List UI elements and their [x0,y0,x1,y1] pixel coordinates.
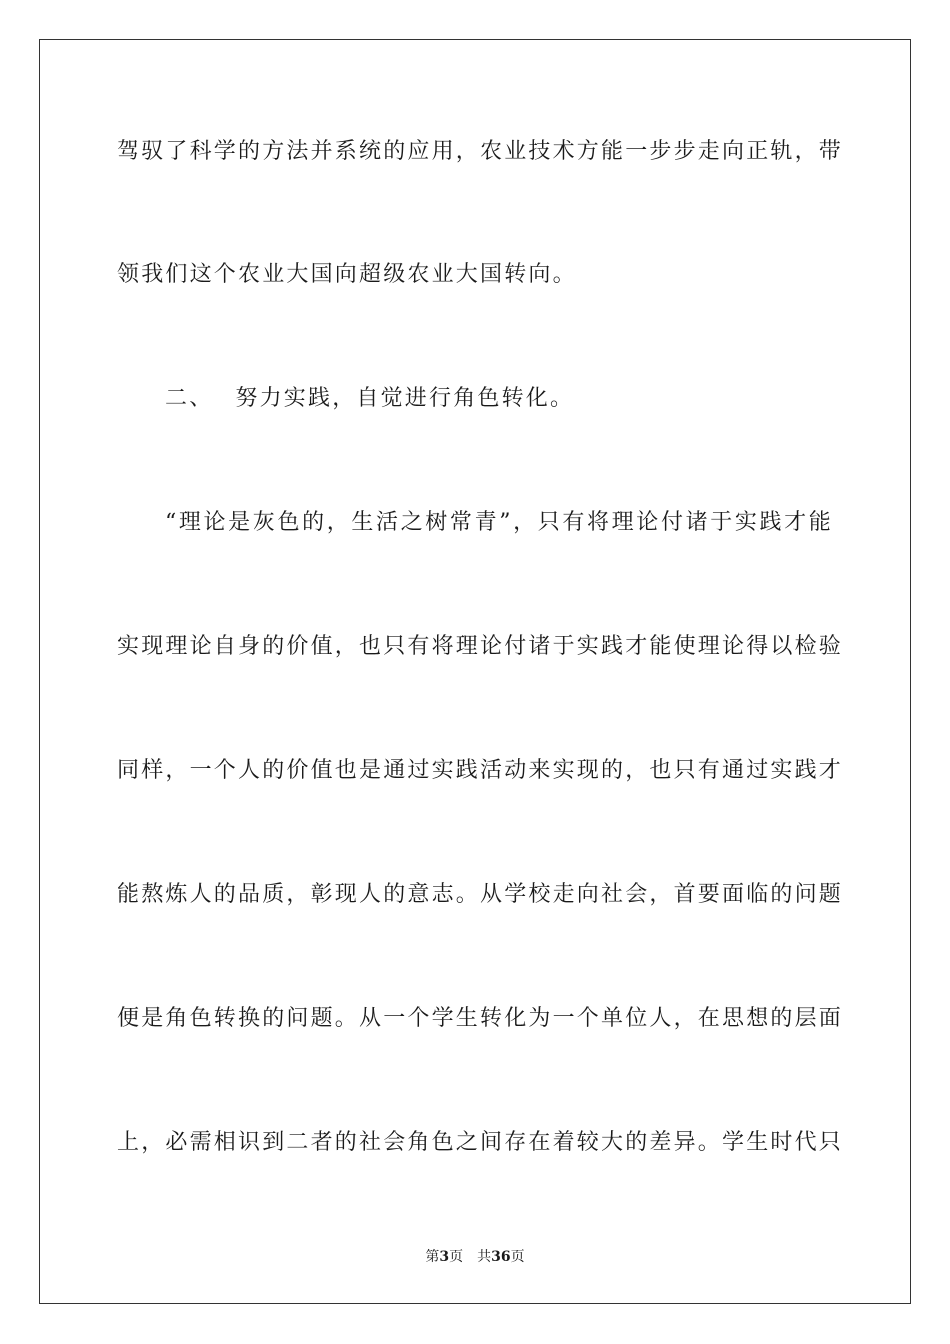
section-heading-number: 二、 [165,386,214,411]
paragraph-line-5: 上，必需相识到二者的社会角色之间存在着较大的差异。学生时代只 [117,1130,844,1155]
section-heading [165,384,574,414]
paragraph-line-4: 便是角色转换的问题。从一个学生转化为一个单位人，在思想的层面 [117,1006,844,1031]
body-line-2: 领我们这个农业大国向超级农业大国转向。 [117,262,577,287]
body-line-1: 驾驭了科学的方法并系统的应用，农业技术方能一步步走向正轨，带 [117,139,844,164]
footer-current-page: 3 [439,1249,450,1265]
footer-total-prefix: 共 [477,1249,492,1265]
footer-page-unit: 页 [449,1249,464,1265]
page-frame [39,39,911,1304]
footer-total-pages: 36 [491,1249,511,1265]
page-footer [0,1248,950,1266]
paragraph-line-1: 实现理论自身的价值，也只有将理论付诸于实践才能使理论得以检验 [117,634,844,659]
paragraph-first-line: “理论是灰色的，生活之树常青”，只有将理论付诸于实践才能 [165,510,833,535]
paragraph-line-2: 同样，一个人的价值也是通过实践活动来实现的，也只有通过实践才 [117,758,844,783]
paragraph-line-3: 能熬炼人的品质，彰现人的意志。从学校走向社会，首要面临的问题 [117,882,844,907]
footer-prefix: 第 [425,1249,440,1265]
footer-total-unit: 页 [510,1249,525,1265]
section-heading-text: 努力实践，自觉进行角色转化。 [235,386,575,411]
